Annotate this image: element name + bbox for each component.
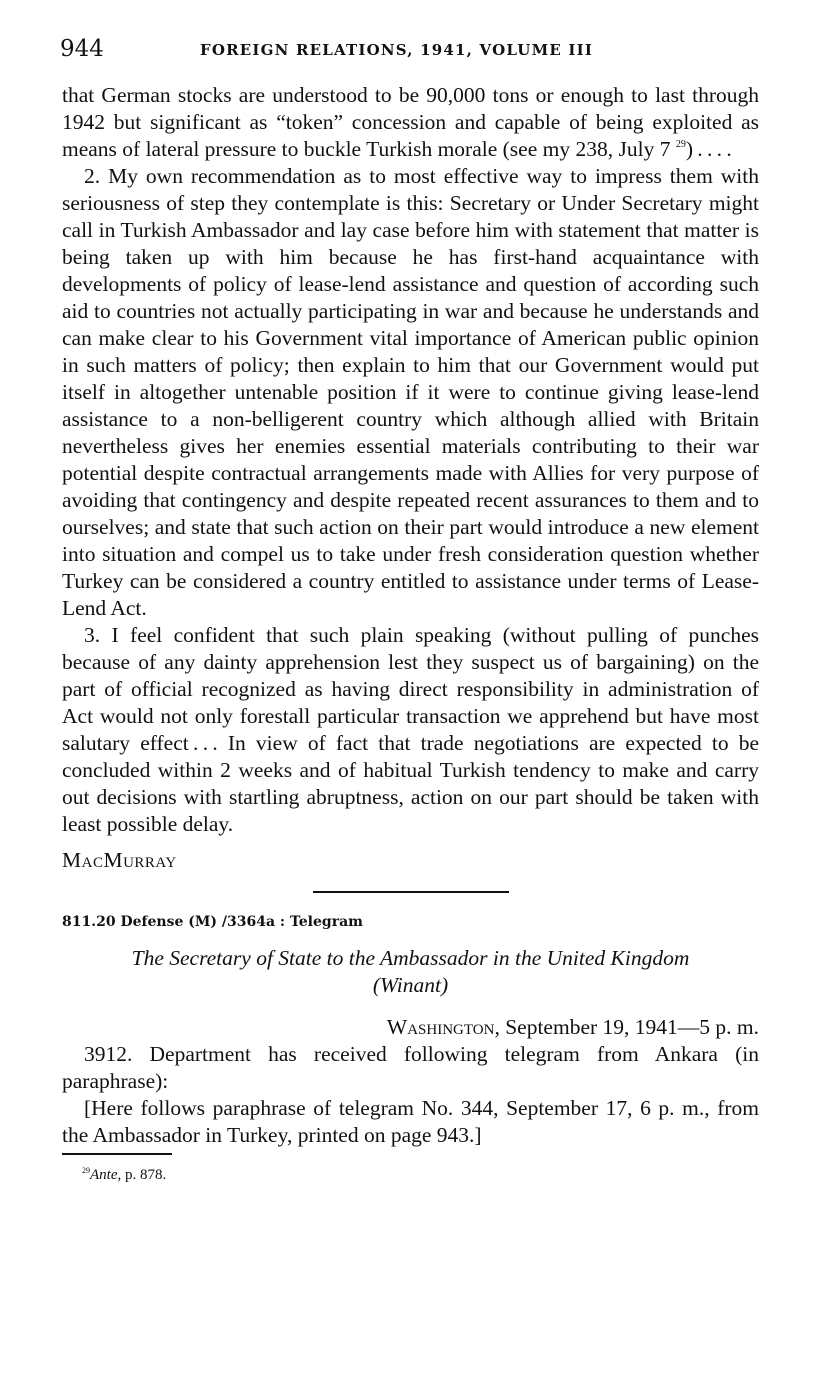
heading-line-1: The Secretary of State to the Ambassador in the United Kingdom [131,946,690,970]
paragraph-2: 2. My own recommendation as to most effective way to impress them with seriousness of step they contemplate is this: Secretary or Under Secretary might call in Turkish Ambassador and lay case before him with statement that matter is being taken up with him because he has first-hand acquaintance with developments of policy of lease-lend assistance and question of according such aid to countries not actually participating in war and because he understands and can make clear to his Government vital importance of American public opinion in such matters of policy; then explain to him that our Government would put itself in altogether untenable position if it were to continue giving lease-lend assistance to a non-belligerent country which although allied with Britain nevertheless gives her enemies essential materials contributing to their war potential despite contractual arrangements made with Allies for very purpose of avoiding that contingency and despite repeated recent assurances to them and to ourselves; and state that such action on their part would introduce a new element into situation and compel us to take under fresh consideration question whether Turkey can be considered a country entitled to assistance under terms of Lease-Lend Act. [62,164,759,620]
telegram-paragraph-1: 3912. Department has received following telegram from Ankara (in paraphrase): [62,1042,759,1093]
footnote-ref-italic: Ante [90,1167,118,1183]
page-header [60,36,760,66]
continuation-end: ) . . . . [685,137,732,161]
running-title: FOREIGN RELATIONS, 1941, VOLUME III [200,41,594,59]
footnote-divider [62,1153,172,1155]
dateline-date: , September 19, 1941—5 p. m. [494,1015,759,1039]
footnote-text: , p. 878. [117,1167,167,1183]
continuation-text: that German stocks are understood to be 90,000 tons or enough to last through 1942 but significant as “token” concession and capable of being exploited as means of lateral pressure to buckle Turkish morale (see my 238, July 7 [62,83,759,161]
heading-line-2: (Winant) [372,973,449,997]
section-divider [313,891,509,893]
footnote-marker: 29 [82,1166,90,1175]
document-heading [62,945,759,999]
file-reference: 811.20 Defense (M) /3364a : Telegram [62,914,363,930]
page-number: 944 [60,36,104,62]
dateline [62,1014,759,1041]
telegram-paragraph-2: [Here follows paraphrase of telegram No. 344, September 17, 6 p. m., from the Ambassador in Turkey, printed on page 943.] [62,1096,759,1147]
footnote [62,1162,759,1189]
footnote-reference: 29 [675,139,686,150]
continuation-paragraph [62,82,759,163]
signature: MacMurray [62,848,177,872]
paragraph-3: 3. I feel confident that such plain speaking (without pulling of punches because of any dainty apprehension lest they suspect us of bargaining) on the part of official recognized as having direct responsibility in administration of Act would not only forestall particular transaction we apprehend but have most salutary effect . . . In view of fact that trade negotiations are expected to be concluded within 2 weeks and of habitual Turkish tendency to make and carry out decisions with startling abruptness, action on our part should be taken with least possible delay. [62,623,759,836]
body-text [62,82,759,1189]
dateline-place: Washington [386,1015,495,1039]
